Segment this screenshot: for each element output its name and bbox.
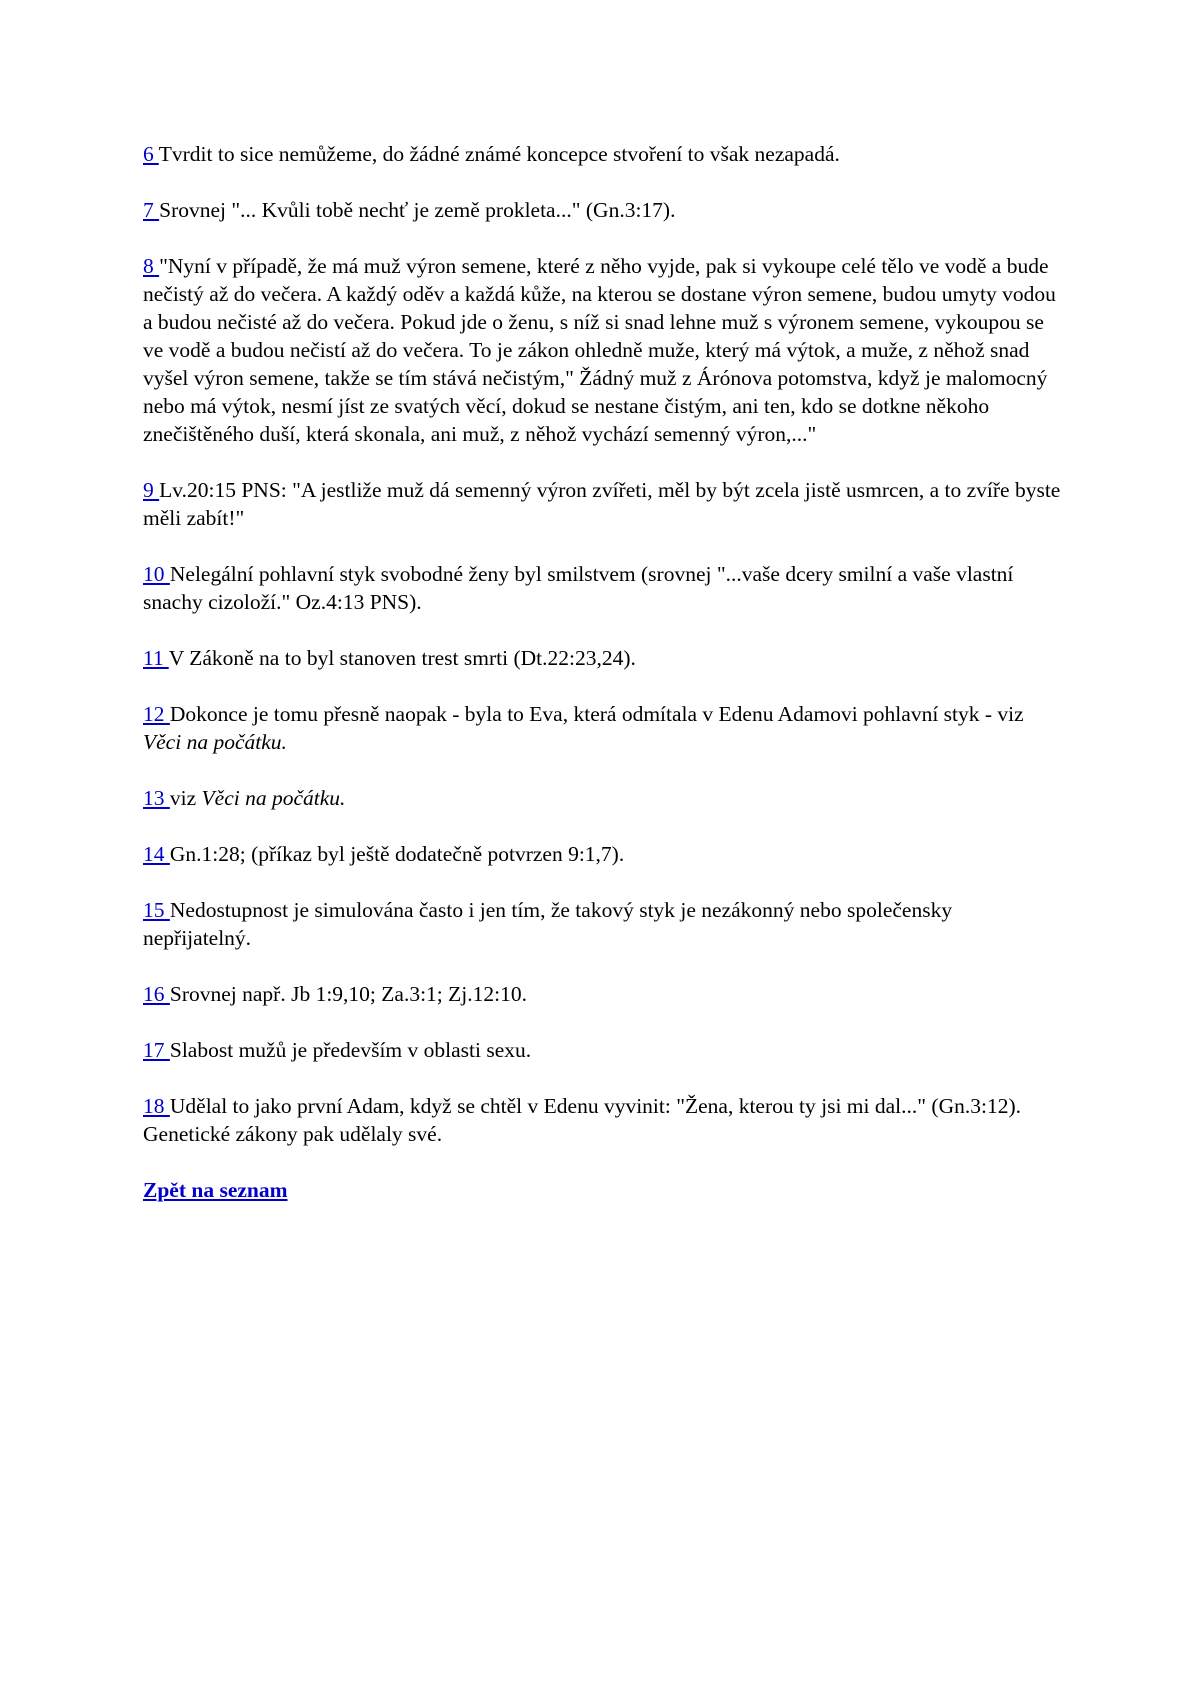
footnote-text: viz [169,786,202,810]
footnote-text: "Nyní v případě, že má muž výron semene, které z něho vyjde, pak si vykoupe celé tělo ve vodě a bude nečistý až do večera. A každý oděv a každá kůže, na kterou se dostane výron semene, budou umyty vodou a budou nečisté až do večera. Pokud jde o ženu, s níž si snad lehne muž s výronem semene, vykoupou se ve vodě a budou nečistí až do večera. To je zákon ohledně muže, který má výtok, a muže, z něhož snad vyšel výron semene, takže se tím stává nečistým," Žádný muž z Árónova potomstva, když je malomocný nebo má výtok, nesmí jíst ze svatých věcí, dokud se nestane čistým, ani ten, kdo se dotkne někoho znečištěného duší, která skonala, ani muž, z něhož vychází semenný výron,..." [143,254,1056,446]
footnotes-page [143,140,1063,1204]
footnote-item [143,980,1063,1008]
footnote-item [143,1092,1063,1148]
footnote-item [143,700,1063,756]
footnote-number-link[interactable]: 13 [143,786,170,810]
footnote-item [143,1036,1063,1064]
footnote-number-link[interactable]: 10 [143,562,170,586]
footnote-item [143,840,1063,868]
footnote-number-link[interactable]: 12 [143,702,170,726]
footnote-item [143,784,1063,812]
footnote-number-link[interactable]: 16 [143,982,170,1006]
footnote-number-link[interactable]: 11 [143,646,169,670]
back-paragraph [143,1176,1063,1204]
footnote-item [143,560,1063,616]
back-to-list-link[interactable]: Zpět na seznam [143,1178,288,1202]
footnote-list [143,140,1063,1148]
footnote-text: Nedostupnost je simulována často i jen tím, že takový styk je nezákonný nebo společensky nepřijatelný. [143,898,953,950]
footnote-italic-reference: Věci na počátku. [201,786,346,810]
footnote-number-link[interactable]: 15 [143,898,170,922]
footnote-number-link[interactable]: 17 [143,1038,170,1062]
footnote-item [143,252,1063,448]
footnote-text: Udělal to jako první Adam, když se chtěl v Edenu vyvinit: "Žena, kterou ty jsi mi dal..." (Gn.3:12). Genetické zákony pak udělaly své. [143,1094,1021,1146]
footnote-item [143,644,1063,672]
footnote-number-link[interactable]: 14 [143,842,170,866]
footnote-text: Slabost mužů je především v oblasti sexu. [169,1038,532,1062]
footnote-number-link[interactable]: 8 [143,254,160,278]
footnote-text: Srovnej např. Jb 1:9,10; Za.3:1; Zj.12:10. [169,982,527,1006]
footnote-item [143,476,1063,532]
footnote-text: Dokonce je tomu přesně naopak - byla to Eva, která odmítala v Edenu Adamovi pohlavní styk - viz [169,702,1024,726]
footnote-number-link[interactable]: 6 [143,142,159,166]
footnote-number-link[interactable]: 9 [143,478,160,502]
footnote-number-link[interactable]: 18 [143,1094,170,1118]
footnote-text: Gn.1:28; (příkaz byl ještě dodatečně potvrzen 9:1,7). [169,842,625,866]
footnote-text: Lv.20:15 PNS: "A jestliže muž dá semenný výron zvířeti, měl by být zcela jistě usmrcen, a to zvíře byste měli zabít!" [143,478,1061,530]
footnote-text: Srovnej "... Kvůli tobě nechť je země prokleta..." (Gn.3:17). [159,198,676,222]
footnote-text: Tvrdit to sice nemůžeme, do žádné známé koncepce stvoření to však nezapadá. [158,142,840,166]
footnote-item [143,196,1063,224]
footnote-italic-reference: Věci na počátku. [143,730,287,754]
footnote-item [143,896,1063,952]
footnote-number-link[interactable]: 7 [143,198,160,222]
footnote-text: Nelegální pohlavní styk svobodné ženy byl smilstvem (srovnej "...vaše dcery smilní a vaše vlastní snachy cizoloží." Oz.4:13 PNS). [143,562,1014,614]
footnote-item [143,140,1063,168]
footnote-text: V Zákoně na to byl stanoven trest smrti (Dt.22:23,24). [168,646,636,670]
